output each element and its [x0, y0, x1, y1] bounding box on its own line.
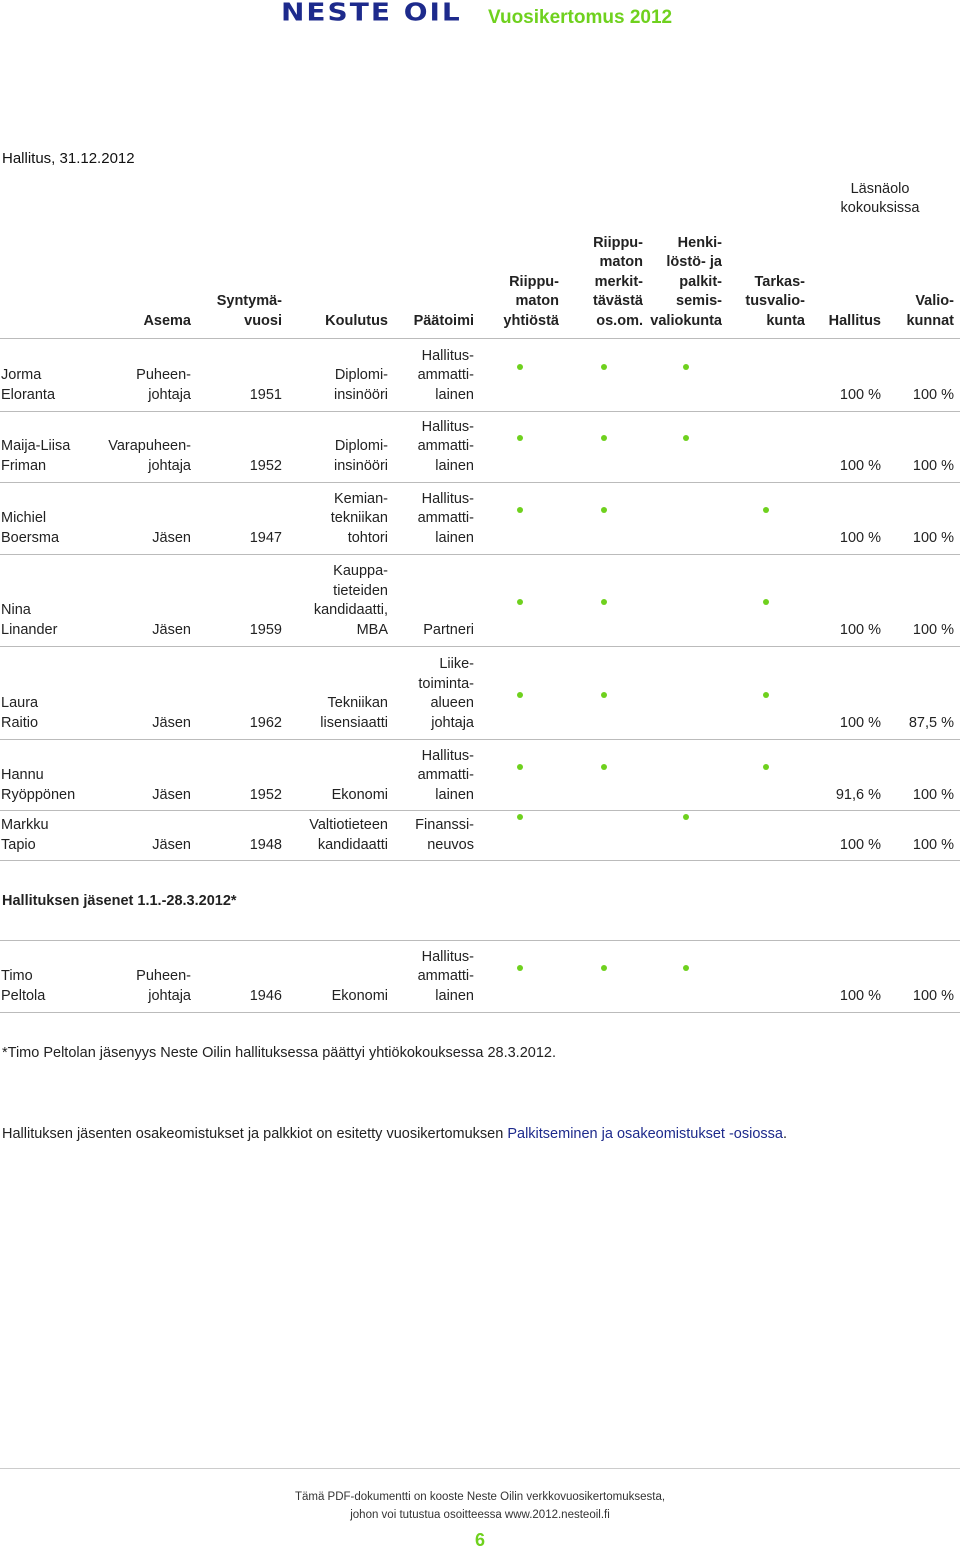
- row-divider: [0, 739, 960, 740]
- footer-divider: [0, 1468, 960, 1469]
- membership-dot: [517, 965, 523, 971]
- paragraph-text: Hallituksen jäsenten osakeomistukset ja palkkiot on esitetty vuosikertomuksen: [2, 1126, 508, 1142]
- cell-board: 100 %: [839, 621, 881, 638]
- membership-dot: [517, 764, 523, 770]
- cell-year: 1947: [249, 529, 282, 546]
- cell-asema: Puheen- johtaja: [136, 367, 191, 403]
- row-divider: [0, 860, 960, 861]
- cell-year: 1952: [249, 786, 282, 803]
- header-divider: [0, 338, 960, 339]
- cell-occupation: Hallitus- ammatti- lainen: [417, 490, 474, 546]
- cell-asema: Puheen- johtaja: [136, 968, 191, 1004]
- cell-board: 100 %: [839, 529, 881, 546]
- membership-dot: [517, 814, 523, 820]
- column-header: Koulutus: [325, 312, 388, 329]
- member-name: Timo Peltola: [1, 968, 46, 1004]
- membership-dot: [517, 692, 523, 698]
- cell-year: 1952: [249, 457, 282, 474]
- membership-dot: [517, 507, 523, 513]
- cell-board: 100 %: [839, 987, 881, 1004]
- row-divider: [0, 554, 960, 555]
- footer-line-2: johon voi tutustua osoitteessa www.2012.nesteoil.fi: [350, 1509, 610, 1521]
- attendance-header: Läsnäolo kokouksissa: [840, 181, 920, 216]
- cell-asema: Jäsen: [152, 621, 191, 638]
- cell-committees: 100 %: [912, 386, 954, 403]
- footnote: *Timo Peltolan jäsenyys Neste Oilin hallituksessa päättyi yhtiökokouksessa 28.3.2012.: [2, 1045, 556, 1061]
- cell-occupation: Hallitus- ammatti- lainen: [417, 948, 474, 1004]
- membership-dot: [517, 599, 523, 605]
- column-header: Hallitus: [828, 312, 881, 329]
- column-header: Riippu- maton yhtiöstä: [503, 273, 559, 329]
- cell-board: 100 %: [839, 457, 881, 474]
- section2-divider: [0, 940, 960, 941]
- page-number: 6: [474, 1530, 485, 1550]
- cell-education: Kauppa- tieteiden kandidaatti, MBA: [313, 563, 388, 638]
- page-title: Hallitus, 31.12.2012: [2, 150, 135, 167]
- membership-dot: [601, 764, 607, 770]
- cell-asema: Jäsen: [152, 836, 191, 853]
- member-name: Nina Linander: [1, 602, 58, 638]
- column-header: Tarkas- tusvalio- kunta: [745, 273, 805, 329]
- footer-line-1: Tämä PDF-dokumentti on kooste Neste Oilin verkkovuosikertomuksesta,: [294, 1491, 666, 1503]
- cell-committees: 100 %: [912, 786, 954, 803]
- row-divider: [0, 1012, 960, 1013]
- membership-dot: [683, 965, 689, 971]
- cell-education: Diplomi- insinööri: [334, 438, 388, 474]
- column-header: Valio- kunnat: [906, 293, 954, 329]
- cell-committees: 100 %: [912, 621, 954, 638]
- row-divider: [0, 810, 960, 811]
- row-divider: [0, 646, 960, 647]
- membership-dot: [683, 435, 689, 441]
- membership-dot: [601, 435, 607, 441]
- info-paragraph: [2, 1126, 787, 1142]
- membership-dot: [601, 364, 607, 370]
- membership-dot: [517, 364, 523, 370]
- cell-education: Diplomi- insinööri: [334, 367, 388, 403]
- cell-year: 1948: [249, 836, 282, 853]
- membership-dot: [763, 692, 769, 698]
- cell-board: 100 %: [839, 836, 881, 853]
- cell-asema: Jäsen: [152, 714, 191, 731]
- member-name: Maija-Liisa Friman: [1, 438, 71, 474]
- membership-dot: [601, 965, 607, 971]
- membership-dot: [601, 507, 607, 513]
- cell-occupation: Liike- toiminta- alueen johtaja: [418, 656, 474, 731]
- cell-education: Valtiotieteen kandidaatti: [309, 817, 388, 853]
- cell-education: Kemian- tekniikan tohtori: [330, 490, 388, 546]
- membership-dot: [601, 599, 607, 605]
- cell-year: 1951: [249, 386, 282, 403]
- member-name: Jorma Eloranta: [1, 367, 56, 403]
- column-header: Henki- löstö- ja palkit- semis- valiokunta: [650, 234, 722, 329]
- cell-occupation: Partneri: [423, 621, 474, 638]
- remuneration-link[interactable]: Palkitseminen ja osakeomistukset -osiossa: [507, 1126, 783, 1142]
- neste-oil-logo: NESTE OIL: [281, 0, 462, 28]
- cell-education: Tekniikan lisensiaatti: [320, 695, 388, 731]
- cell-year: 1959: [249, 621, 282, 638]
- paragraph-end: .: [782, 1126, 787, 1142]
- cell-board: 91,6 %: [835, 786, 881, 803]
- cell-asema: Varapuheen- johtaja: [108, 438, 191, 474]
- cell-committees: 87,5 %: [908, 714, 954, 731]
- cell-occupation: Hallitus- ammatti- lainen: [417, 347, 474, 403]
- cell-committees: 100 %: [912, 987, 954, 1004]
- cell-year: 1962: [249, 714, 282, 731]
- cell-committees: 100 %: [912, 529, 954, 546]
- cell-occupation: Hallitus- ammatti- lainen: [417, 418, 474, 474]
- column-header: Riippu- maton merkit- tävästä os.om.: [593, 234, 643, 329]
- membership-dot: [683, 364, 689, 370]
- membership-dot: [763, 507, 769, 513]
- column-header: Asema: [143, 312, 191, 329]
- cell-education: Ekonomi: [331, 786, 388, 803]
- member-name: Laura Raitio: [1, 695, 39, 731]
- cell-committees: 100 %: [912, 457, 954, 474]
- footer-text: [0, 1488, 960, 1524]
- membership-dot: [763, 599, 769, 605]
- cell-occupation: Hallitus- ammatti- lainen: [417, 747, 474, 803]
- row-divider: [0, 411, 960, 412]
- membership-dot: [763, 764, 769, 770]
- section-title-former-members: Hallituksen jäsenet 1.1.-28.3.2012*: [2, 893, 237, 909]
- cell-asema: Jäsen: [152, 529, 191, 546]
- column-header: Syntymä- vuosi: [216, 293, 282, 329]
- report-title: Vuosikertomus 2012: [488, 7, 673, 28]
- cell-board: 100 %: [839, 386, 881, 403]
- cell-board: 100 %: [839, 714, 881, 731]
- member-name: Hannu Ryöppönen: [1, 767, 76, 803]
- column-header: Päätoimi: [413, 312, 474, 329]
- membership-dot: [601, 692, 607, 698]
- cell-year: 1946: [249, 987, 282, 1004]
- cell-committees: 100 %: [912, 836, 954, 853]
- cell-occupation: Finanssi- neuvos: [415, 817, 474, 853]
- member-name: Michiel Boersma: [1, 510, 60, 546]
- cell-asema: Jäsen: [152, 786, 191, 803]
- cell-education: Ekonomi: [331, 987, 388, 1004]
- membership-dot: [683, 814, 689, 820]
- row-divider: [0, 482, 960, 483]
- membership-dot: [517, 435, 523, 441]
- member-name: Markku Tapio: [1, 817, 49, 853]
